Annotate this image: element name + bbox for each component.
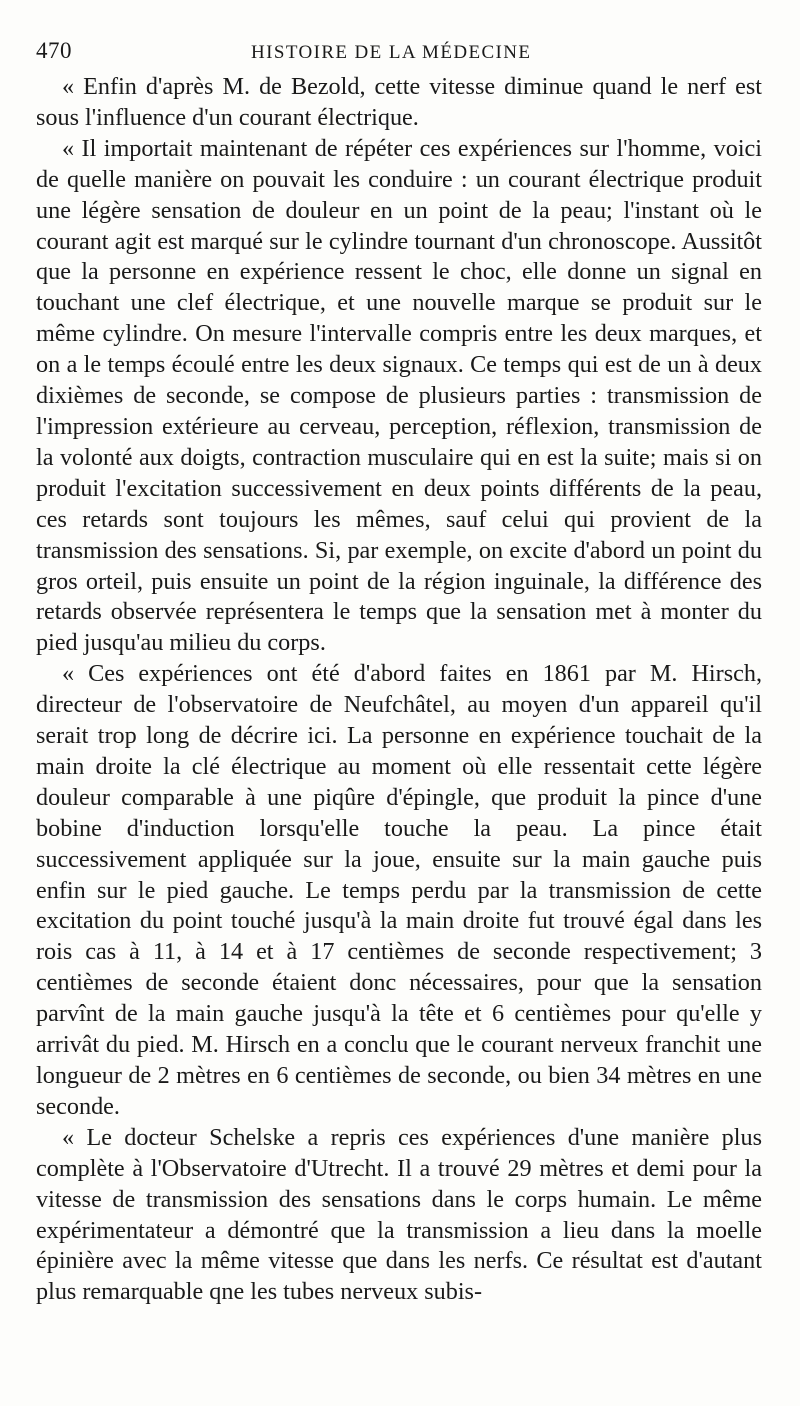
paragraph-experiment-method: « Il importait maintenant de répéter ces expériences sur l'homme, voici de quelle manière on pouvait les conduire : un courant électrique produit une légère sensation de douleur en un point de la peau; l'instant où le courant agit est marqué sur le cylindre tournant d'un chronoscope. Aussitôt que la personne en expérience ressent le choc, elle donne un signal en touchant une clef électrique, et une nouvelle marque se produit sur le même cylindre. On mesure l'intervalle compris entre les deux marques, et on a le temps écoulé entre les deux signaux. Ce temps qui est de un à deux dixièmes de seconde, se compose de plusieurs parties : transmission de l'impression extérieure au cerveau, perception, réflexion, transmission de la volonté aux doigts, contraction musculaire qui en est la suite; mais si on produit l'excitation successivement en deux points différents de la peau, ces retards sont toujours les mêmes, sauf celui qui provient de la transmission des sensations. Si, par exemple, on excite d'abord un point du gros orteil, puis ensuite un point de la région inguinale, la différence des retards observée représentera le temps que la sensation met à monter du pied jusqu'au milieu du corps. — [36, 134, 762, 657]
paragraph-hirsch: « Ces expériences ont été d'abord faites en 1861 par M. Hirsch, directeur de l'observatoire de Neufchâtel, au moyen d'un appareil qu'il serait trop long de décrire ici. La personne en expérience touchait de la main droite la clé électrique au moment où elle ressentait cette légère douleur comparable à une piqûre d'épingle, que produit la pince d'une bobine d'induction lorsqu'elle touche la peau. La pince était successivement appliquée sur la joue, ensuite sur la main gauche puis enfin sur le pied gauche. Le temps perdu par la transmission de cette excitation du point touché jusqu'à la main droite fut trouvé égal dans les rois cas à 11, à 14 et à 17 centièmes de seconde respectivement; 3 centièmes de seconde étaient donc nécessaires, pour que la sensation parvînt de la main gauche jusqu'à la tête et 6 centièmes pour qu'elle y arrivât du pied. M. Hirsch en a conclu que le courant nerveux franchit une longueur de 2 mètres en 6 centièmes de seconde, ou bien 34 mètres en une seconde. — [36, 660, 762, 1120]
body-text — [36, 72, 762, 1308]
running-title: HISTOIRE DE LA MÉDECINE — [251, 42, 532, 63]
paragraph-schelske: « Le docteur Schelske a repris ces expériences d'une manière plus complète à l'Observatoire d'Utrecht. Il a trouvé 29 mètres et demi pour la vitesse de transmission des sensations dans le corps humain. Le même expérimentateur a démontré que la transmission a lieu dans la moelle épinière avec la même vitesse que dans les nerfs. Ce résultat est d'autant plus remarquable qne les tubes nerveux subis- — [36, 1123, 762, 1306]
paragraph-bezold: « Enfin d'après M. de Bezold, cette vitesse diminue quand le nerf est sous l'influence d'un courant électrique. — [36, 73, 762, 131]
running-header — [36, 38, 762, 72]
page-number: 470 — [36, 38, 72, 63]
